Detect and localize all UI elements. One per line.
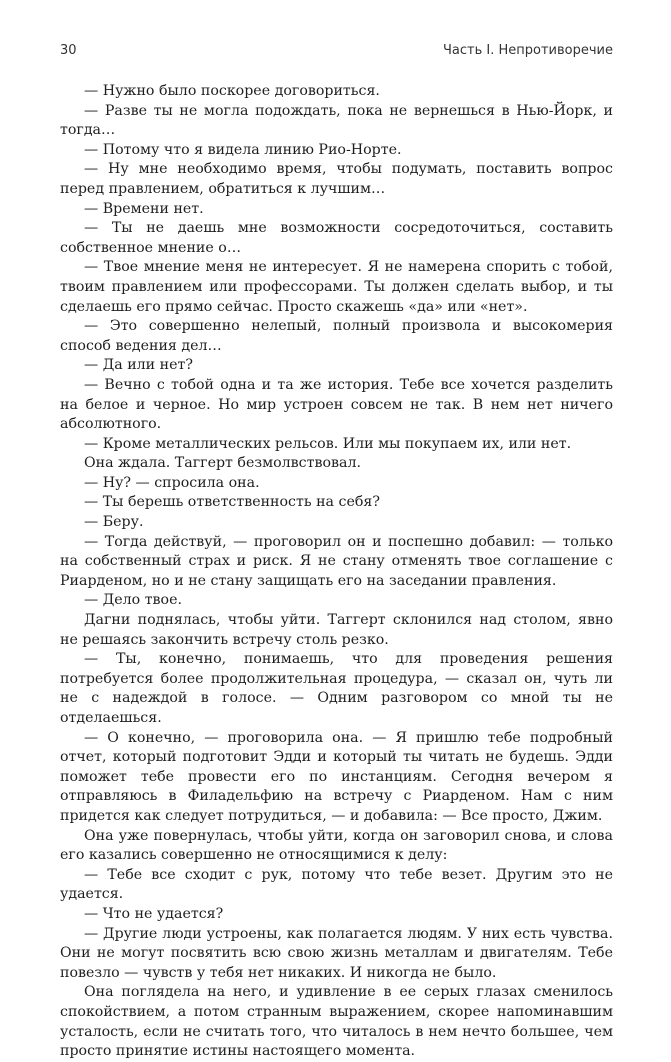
paragraph: — Потому что я видела линию Рио-Норте. <box>84 141 402 158</box>
paragraph: Дагни поднялась, чтобы уйти. Таггерт склонился над столом, явно не решаясь закончить встречу столь резко. <box>60 612 613 648</box>
body-text <box>60 82 613 1062</box>
page-header <box>60 43 613 63</box>
paragraph: — Беру. <box>84 514 144 531</box>
paragraph: — Да или нет? <box>84 357 193 374</box>
paragraph: — Тогда действуй, — проговорил он и поспешно добавил: — только на собственный страх и риск. Я не стану отменять твое соглашение с Риарденом, но и не стану защищать его на заседании правления. <box>60 533 613 589</box>
paragraph: — Времени нет. <box>84 200 204 217</box>
paragraph: — Дело твое. <box>84 592 182 609</box>
paragraph: — Ну мне необходимо время, чтобы подумать, поставить вопрос перед правлением, обратиться к лучшим… <box>60 161 613 197</box>
paragraph: — Тебе все сходит с рук, потому что тебе везет. Другим это не удается. <box>60 866 613 903</box>
paragraph: — О конечно, — проговорила она. — Я пришлю тебе подробный отчет, который подготовит Эдди и который ты читать не будешь. Эдди поможет тебе провести его по инстанциям. Сегодня вечером я отправляюсь в Филадельфию на встречу с Риарденом. Нам с ним придется как следует потрудиться, — и добавила: — Все просто, Джим. <box>60 729 613 824</box>
paragraph: — Ты, конечно, понимаешь, что для проведения решения потребуется более продолжительная процедура, — сказал он, чуть ли не с надеждой в голосе. — Одним разговором со мной ты не отделаешься. <box>60 651 613 726</box>
paragraph: — Другие люди устроены, как полагается людям. У них есть чувства. Они не могут посвятить всю свою жизнь металлам и двигателям. Тебе повезло — чувств у тебя нет никаких. И никогда не было. <box>60 925 613 981</box>
paragraph: — Вечно с тобой одна и та же история. Тебе все хочется разделить на белое и черное. Но мир устроен совсем не так. В нем нет ничего абсолютного. <box>60 376 613 433</box>
page-number: 30 <box>60 43 77 58</box>
paragraph: Она ждала. Таггерт безмолвствовал. <box>84 455 361 472</box>
paragraph: Она поглядела на него, и удивление в ее серых глазах сменилось спокойствием, а потом странным выражением, скорее напоминавшим усталость, если не считать того, что читалось в нем нечто большее, чем просто принятие истины настоящего момента. <box>60 984 613 1060</box>
paragraph: — Ну? — спросила она. <box>84 474 260 491</box>
paragraph: Она уже повернулась, чтобы уйти, когда он заговорил снова, и слова его казались совершенно не относящимися к делу: <box>60 827 613 864</box>
paragraph: — Ты берешь ответственность на себя? <box>84 494 380 511</box>
paragraph: — Разве ты не могла подождать, пока не вернешься в Нью-Йорк, и тогда… <box>60 102 613 139</box>
paragraph: — Твое мнение меня не интересует. Я не намерена спорить с тобой, твоим правлением или профессорами. Ты должен сделать выбор, и ты сделаешь его прямо сейчас. Просто скажешь «да» или «нет». <box>60 259 613 315</box>
running-head: Часть I. Непротиворечие <box>443 43 613 58</box>
paragraph: — Кроме металлических рельсов. Или мы покупаем их, или нет. <box>84 435 572 452</box>
paragraph: — Нужно было поскорее договориться. <box>84 83 380 99</box>
paragraph: — Это совершенно нелепый, полный произвола и высокомерия способ ведения дел… <box>60 318 613 354</box>
paragraph: — Ты не даешь мне возможности сосредоточиться, составить собственное мнение о… <box>60 220 613 256</box>
paragraph: — Что не удается? <box>84 905 224 922</box>
